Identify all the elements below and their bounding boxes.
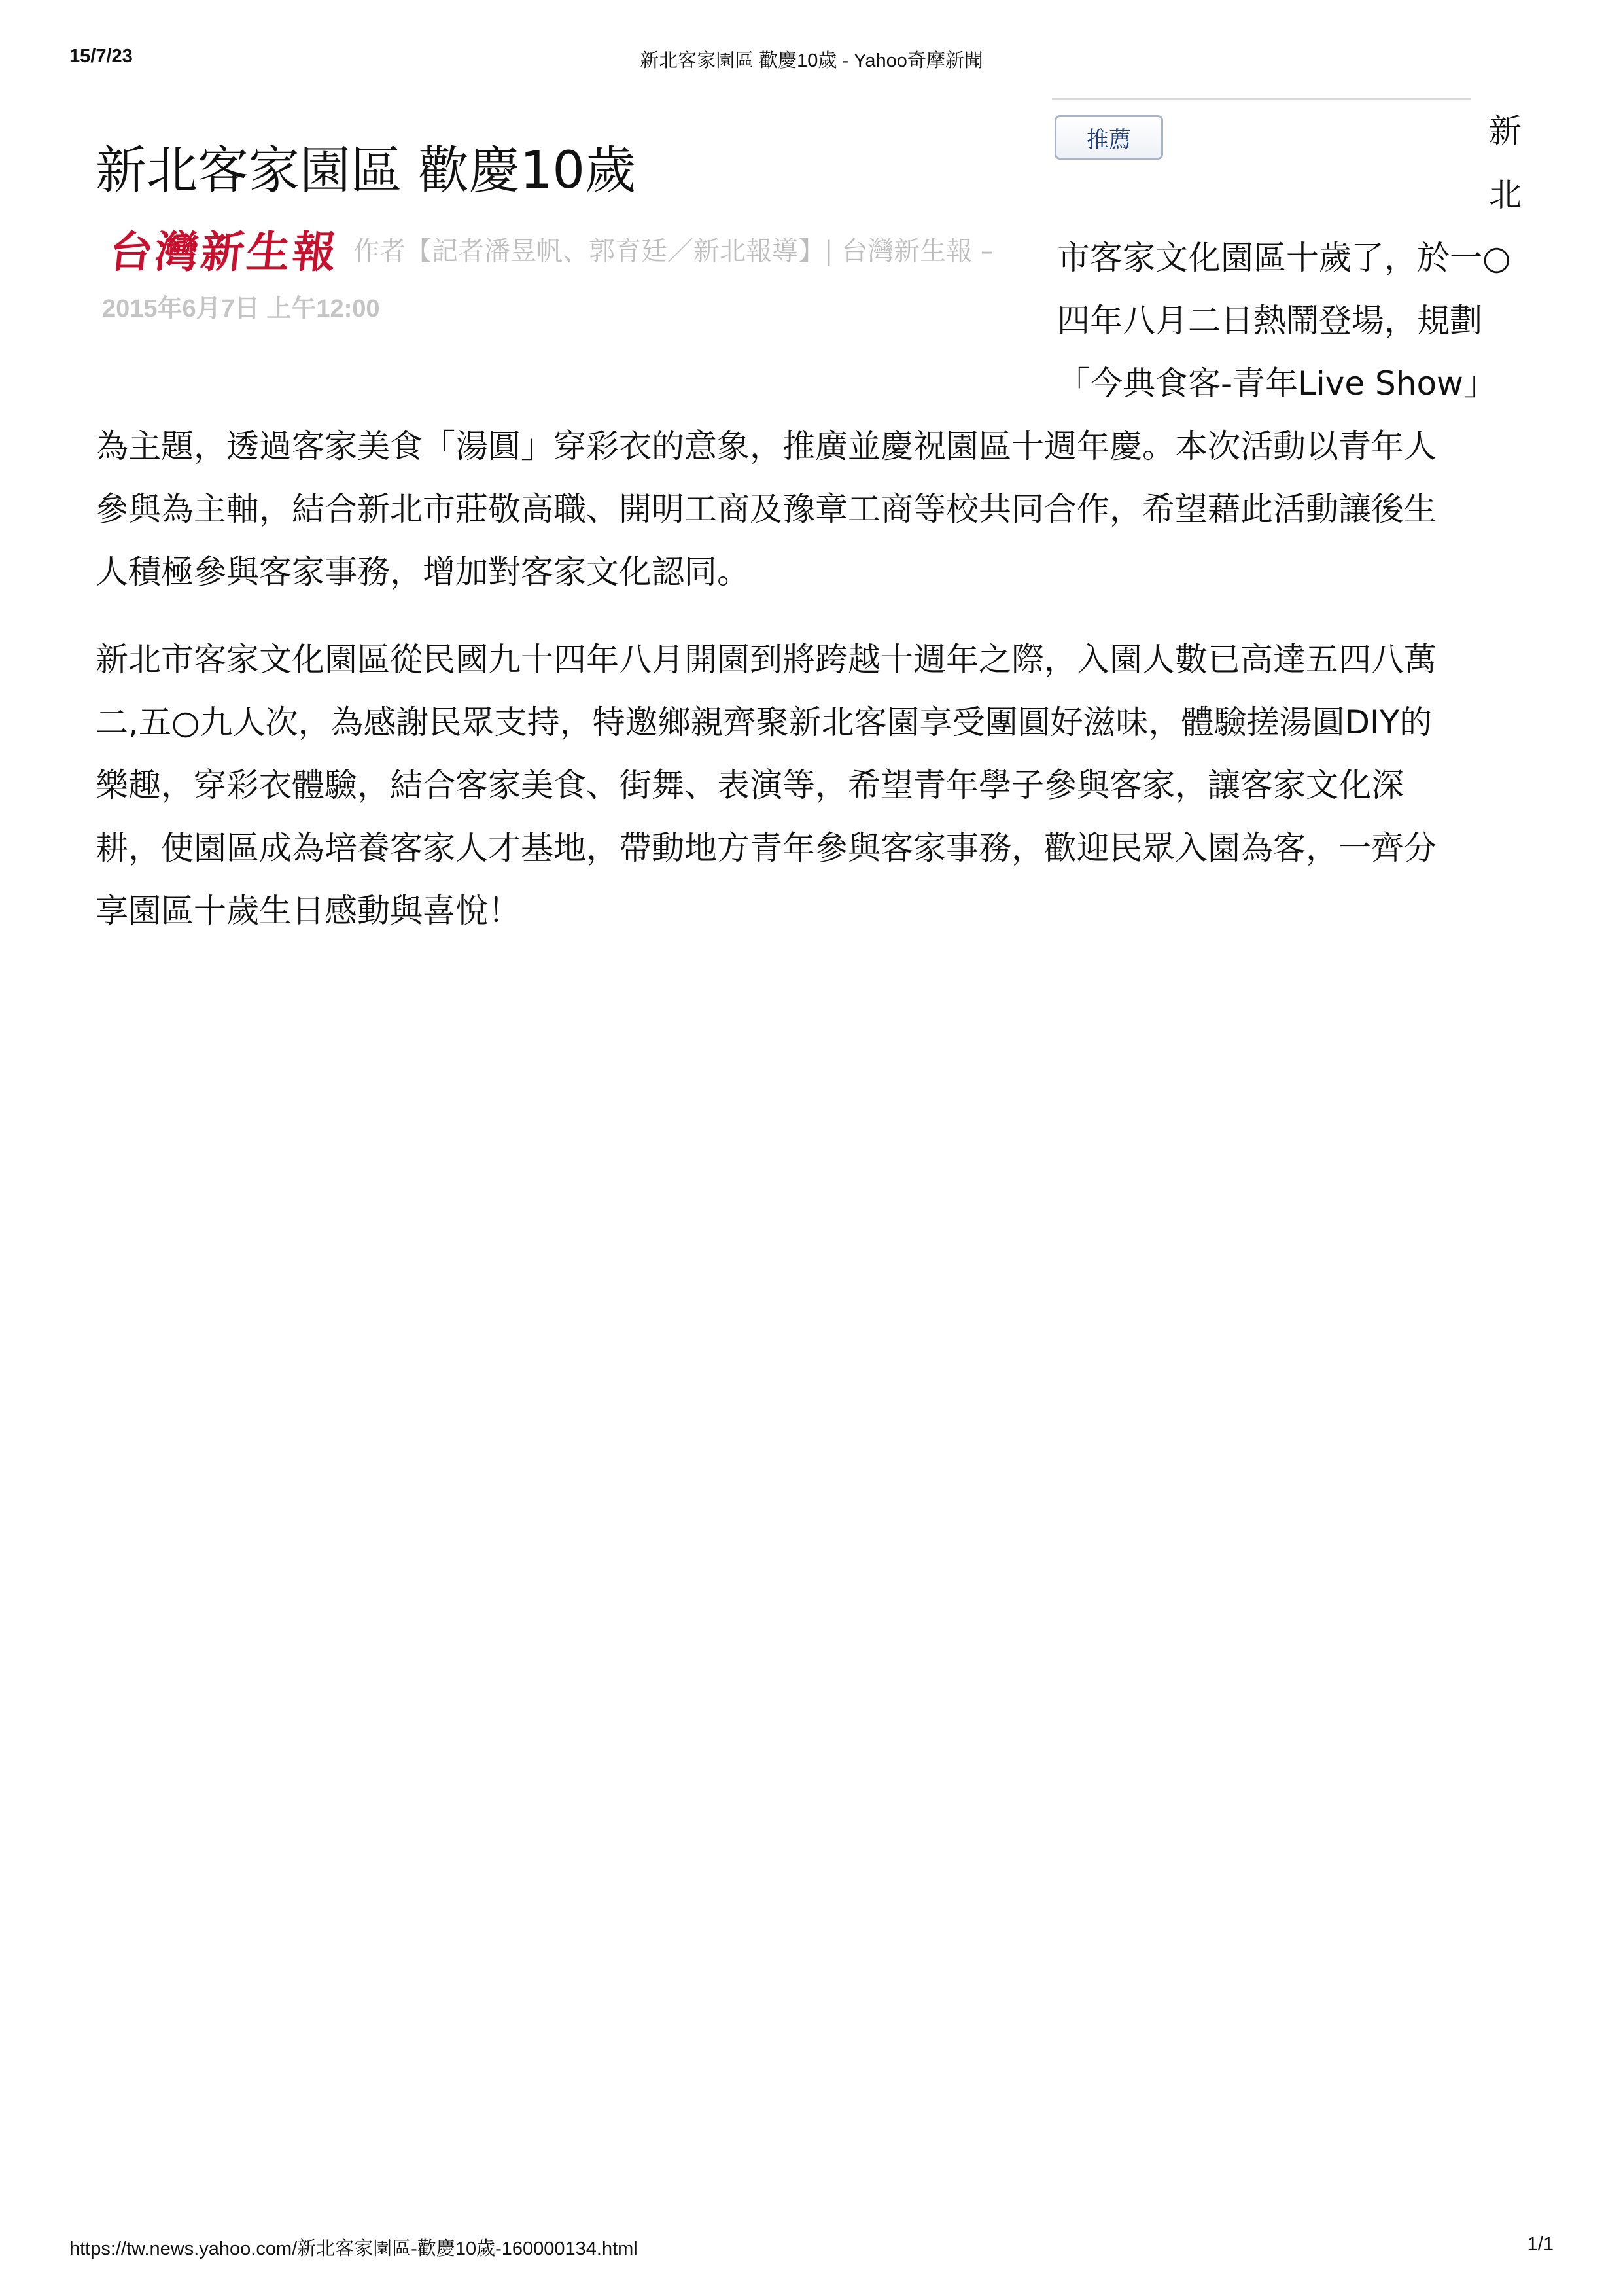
side-line-4: 四年八月二日熱鬧登場，規劃 bbox=[1057, 302, 1482, 340]
side-line-3: 市客家文化園區十歲了，於一○ bbox=[1057, 239, 1511, 277]
recommend-button[interactable] bbox=[1055, 115, 1163, 160]
article-byline: 作者【記者潘昱帆、郭育廷／新北報導】| 台灣新生報 – bbox=[353, 236, 994, 266]
paragraph-line: 享園區十歲生日感動與喜悅！ bbox=[96, 892, 521, 930]
publisher-logo[interactable]: 台灣新生報 bbox=[107, 226, 341, 277]
paragraph-line: 為主題，透過客家美食「湯圓」穿彩衣的意象，推廣並慶祝園區十週年慶。本次活動以青年人 bbox=[96, 427, 1437, 465]
print-url: https://tw.news.yahoo.com/新北客家園區-歡慶10歲-160000134.html bbox=[69, 2238, 638, 2259]
print-page-count: 1/1 bbox=[1527, 2234, 1554, 2255]
share-divider bbox=[1052, 98, 1471, 100]
article-paragraph-1 bbox=[96, 415, 1437, 603]
paragraph-line: 耕，使園區成為培養客家人才基地，帶動地方青年參與客家事務，歡迎民眾入園為客，一齊分 bbox=[96, 829, 1437, 867]
paragraph-line: 人積極參與客家事務，增加對客家文化認同。 bbox=[96, 553, 750, 591]
recommend-label: 推薦 bbox=[1087, 126, 1131, 153]
side-line-1: 新 bbox=[1489, 112, 1522, 150]
article-dateline: 2015年6月7日 上午12:00 bbox=[102, 295, 380, 323]
paragraph-line: 新北市客家文化園區從民國九十四年八月開園到將跨越十週年之際，入園人數已高達五四八萬 bbox=[96, 641, 1437, 679]
side-line-5: 「今典食客-青年Live Show」 bbox=[1057, 364, 1496, 402]
paragraph-line: 樂趣，穿彩衣體驗，結合客家美食、街舞、表演等，希望青年學子參與客家，讓客家文化深 bbox=[96, 766, 1404, 804]
article-paragraph-2 bbox=[96, 628, 1437, 942]
paragraph-line: 二,五○九人次，為感謝民眾支持，特邀鄉親齊聚新北客園享受團圓好滋味，體驗搓湯圓DIY的 bbox=[96, 703, 1433, 741]
side-line-2: 北 bbox=[1489, 176, 1522, 214]
print-page-title: 新北客家園區 歡慶10歲 - Yahoo奇摩新聞 bbox=[640, 50, 983, 71]
print-date: 15/7/23 bbox=[69, 46, 133, 67]
article-title: 新北客家園區 歡慶10歲 bbox=[96, 141, 637, 200]
paragraph-line: 參與為主軸，結合新北市莊敬高職、開明工商及豫章工商等校共同合作，希望藉此活動讓後生 bbox=[96, 490, 1437, 528]
